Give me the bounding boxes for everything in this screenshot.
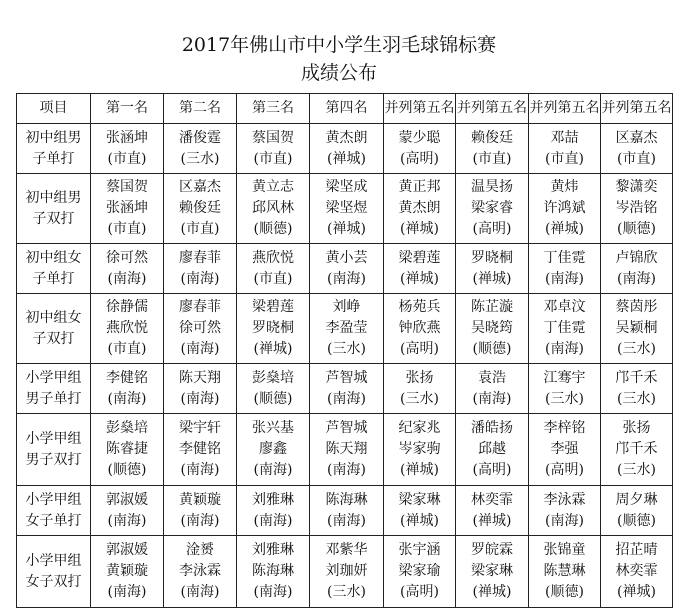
result-cell (237, 124, 310, 174)
player-name: 罗晓桐 (252, 320, 294, 336)
result-cell (237, 486, 310, 536)
player-name: 黄颖璇 (106, 563, 148, 579)
table-row (17, 174, 673, 244)
player-name: 陈海琳 (325, 491, 368, 508)
result-cell (456, 536, 529, 608)
player-name: 郭淑媛 (106, 542, 148, 558)
player-name: 燕欣悦 (106, 320, 148, 336)
player-name: 李健铭 (179, 441, 221, 457)
team-label: (禅城) (400, 221, 439, 237)
player-name: 吴晓筠 (471, 320, 513, 336)
team-label: (禅城) (617, 584, 656, 600)
player-name: 彭燊培 (106, 420, 148, 436)
player-name: 张涵坤 (106, 200, 148, 216)
team-label: (南海) (327, 390, 366, 407)
result-cell (384, 174, 456, 244)
player-name: 郭淑媛 (106, 491, 148, 508)
team-label: (南海) (107, 584, 147, 600)
player-name: 梁碧莲 (398, 249, 441, 266)
team-label: (顺德) (617, 512, 656, 529)
player-name: 徐可然 (179, 320, 221, 336)
team-label: (禅城) (400, 462, 439, 478)
team-label: (禅城) (327, 150, 366, 167)
player-name: 陈芷漩 (471, 299, 513, 315)
player-name: 张锦童 (543, 542, 586, 558)
result-cell (237, 414, 310, 486)
result-cell (310, 486, 384, 536)
header-second: 第二名 (164, 94, 237, 124)
team-label: (南海) (253, 462, 293, 478)
result-cell (91, 486, 164, 536)
table-row (17, 536, 673, 608)
result-cell (384, 124, 456, 174)
team-label: (南海) (180, 270, 220, 287)
team-label: (南海) (180, 512, 220, 529)
result-cell (529, 174, 601, 244)
player-name: 邓紫华 (325, 542, 368, 558)
player-name: 燕欣悦 (252, 249, 294, 266)
result-cell (601, 174, 673, 244)
result-cell (601, 124, 673, 174)
event-name-line: 子双打 (32, 210, 75, 227)
team-label: (南海) (180, 390, 220, 407)
team-label: (市直) (107, 221, 147, 237)
table-row (17, 486, 673, 536)
result-cell (91, 536, 164, 608)
result-cell (529, 414, 601, 486)
page-title: 2017年佛山市中小学生羽毛球锦标赛 (181, 34, 497, 56)
header-fourth: 第四名 (310, 94, 384, 124)
player-name: 廖鑫 (259, 441, 287, 457)
player-name: 邝千禾 (615, 441, 658, 457)
event-name-cell (17, 414, 91, 486)
event-name-line: 初中组男 (25, 189, 82, 206)
team-label: (三水) (617, 390, 656, 407)
event-name-line: 子单打 (32, 270, 75, 287)
result-cell (164, 536, 237, 608)
team-label: (南海) (472, 390, 512, 407)
page-subtitle: 成绩公布 (300, 62, 377, 84)
team-label: (南海) (545, 341, 584, 357)
player-name: 许鸿斌 (543, 200, 586, 216)
result-cell (164, 414, 237, 486)
player-name: 梁家睿 (471, 200, 513, 216)
result-cell (310, 414, 384, 486)
player-name: 梁宇轩 (179, 420, 221, 436)
team-label: (市直) (107, 150, 147, 167)
result-cell (310, 294, 384, 364)
team-label: (南海) (617, 270, 656, 287)
player-name: 黄小芸 (325, 249, 368, 266)
team-label: (禅城) (253, 341, 293, 357)
team-label: (禅城) (327, 221, 366, 237)
player-name: 彭燊培 (252, 369, 294, 386)
player-name: 陈慧琳 (543, 563, 586, 579)
result-cell (310, 536, 384, 608)
player-name: 蒙少聪 (398, 129, 441, 146)
result-cell (529, 124, 601, 174)
team-label: (南海) (327, 512, 366, 529)
result-cell (384, 244, 456, 294)
team-label: (顺德) (253, 221, 293, 237)
result-cell (456, 486, 529, 536)
result-cell (384, 414, 456, 486)
player-name: 赖俊廷 (471, 129, 513, 146)
team-label: (三水) (617, 341, 656, 357)
table-row (17, 364, 673, 414)
result-cell (601, 294, 673, 364)
player-name: 罗晓桐 (471, 249, 513, 266)
result-cell (384, 294, 456, 364)
team-label: (南海) (180, 341, 220, 357)
result-cell (529, 486, 601, 536)
player-name: 黄颖璇 (179, 491, 221, 508)
player-name: 蔡茵彤 (615, 299, 658, 315)
team-label: (顺德) (545, 584, 584, 600)
result-cell (310, 124, 384, 174)
player-name: 潘皓扬 (471, 420, 513, 436)
player-name: 赖俊廷 (179, 200, 221, 216)
team-label: (三水) (180, 150, 220, 167)
player-name: 陈海琳 (252, 563, 294, 579)
player-name: 李泳霖 (179, 563, 221, 579)
player-name: 黄炜 (550, 179, 579, 195)
result-cell (601, 536, 673, 608)
player-name: 罗皖霖 (471, 542, 513, 558)
player-name: 钟欣燕 (398, 320, 441, 336)
player-name: 区嘉杰 (179, 179, 221, 195)
player-name: 招芷晴 (615, 542, 658, 558)
team-label: (南海) (327, 270, 366, 287)
event-name-cell (17, 124, 91, 174)
player-name: 李强 (550, 441, 579, 457)
header-first: 第一名 (91, 94, 164, 124)
player-name: 廖春菲 (179, 249, 221, 266)
team-label: (南海) (545, 512, 584, 529)
result-cell (310, 244, 384, 294)
event-name-line: 女子单打 (25, 512, 82, 529)
team-label: (三水) (617, 462, 656, 478)
event-name-line: 男子双打 (25, 451, 82, 468)
player-name: 陈天翔 (325, 441, 368, 457)
player-name: 张扬 (622, 420, 651, 436)
result-cell (237, 536, 310, 608)
team-label: (市直) (180, 221, 220, 237)
team-label: (三水) (327, 341, 366, 357)
player-name: 李梓铭 (543, 420, 586, 436)
table-row (17, 294, 673, 364)
player-name: 林奕霏 (615, 563, 658, 579)
result-cell (91, 364, 164, 414)
event-name-cell (17, 536, 91, 608)
player-name: 邓卓汶 (543, 299, 586, 315)
player-name: 黄正邦 (398, 179, 441, 195)
player-name: 岑浩铭 (615, 200, 658, 216)
team-label: (三水) (327, 584, 366, 600)
player-name: 纪家兆 (398, 420, 441, 436)
player-name: 张涵坤 (106, 129, 148, 146)
player-name: 李盈莹 (325, 320, 368, 336)
team-label: (禅城) (400, 512, 439, 529)
player-name: 芦智城 (325, 420, 368, 436)
team-label: (三水) (400, 390, 439, 407)
result-cell (91, 414, 164, 486)
result-cell (164, 174, 237, 244)
event-name-line: 小学甲组 (25, 369, 82, 386)
player-name: 蔡国贺 (106, 179, 148, 195)
player-name: 陈睿捷 (106, 441, 148, 457)
player-name: 芦智城 (325, 369, 368, 386)
player-name: 陈天翔 (179, 369, 221, 386)
event-name-line: 男子单打 (25, 390, 82, 407)
result-cell (456, 414, 529, 486)
result-cell (91, 244, 164, 294)
event-name-line: 子双打 (32, 330, 75, 347)
player-name: 黄立志 (252, 179, 294, 195)
player-name: 张宇涵 (398, 542, 441, 558)
player-name: 梁家琳 (398, 491, 441, 508)
team-label: (南海) (107, 390, 147, 407)
result-cell (456, 174, 529, 244)
team-label: (高明) (400, 341, 439, 357)
result-cell (310, 174, 384, 244)
player-name: 江骞宇 (543, 369, 586, 386)
result-cell (91, 124, 164, 174)
player-name: 潘俊霆 (179, 129, 221, 146)
team-label: (高明) (472, 462, 512, 478)
result-cell (237, 364, 310, 414)
event-name-line: 小学甲组 (25, 430, 82, 447)
event-name-cell (17, 486, 91, 536)
result-cell (601, 486, 673, 536)
team-label: (顺德) (617, 221, 656, 237)
event-name-cell (17, 364, 91, 414)
player-name: 吴颖桐 (615, 320, 658, 336)
event-name-line: 初中组女 (25, 249, 82, 266)
team-label: (顺德) (253, 390, 293, 407)
team-label: (南海) (545, 270, 584, 287)
team-label: (高明) (545, 462, 584, 478)
event-name-line: 子单打 (32, 150, 75, 167)
team-label: (顺德) (472, 341, 512, 357)
result-cell (456, 294, 529, 364)
header-event: 项目 (17, 94, 91, 124)
player-name: 区嘉杰 (615, 129, 658, 146)
team-label: (禅城) (472, 270, 512, 287)
event-name-line: 小学甲组 (25, 491, 82, 508)
player-name: 邝千禾 (615, 369, 658, 386)
result-cell (601, 364, 673, 414)
result-cell (384, 364, 456, 414)
event-name-cell (17, 244, 91, 294)
result-cell (456, 244, 529, 294)
event-name-line: 初中组男 (25, 129, 82, 146)
team-label: (南海) (327, 462, 366, 478)
result-cell (601, 244, 673, 294)
team-label: (市直) (107, 341, 147, 357)
team-label: (市直) (253, 150, 293, 167)
team-label: (南海) (253, 512, 293, 529)
player-name: 温昊扬 (471, 179, 513, 195)
team-label: (高明) (472, 221, 512, 237)
result-cell (237, 294, 310, 364)
header-third: 第三名 (237, 94, 310, 124)
result-cell (310, 364, 384, 414)
result-cell (601, 414, 673, 486)
event-name-line: 小学甲组 (25, 552, 82, 569)
player-name: 杨苑兵 (398, 299, 441, 315)
player-name: 黄杰朗 (398, 200, 441, 216)
team-label: (南海) (253, 584, 293, 600)
result-cell (91, 174, 164, 244)
player-name: 廖春菲 (179, 299, 221, 315)
table-row (17, 124, 673, 174)
team-label: (南海) (180, 584, 220, 600)
result-cell (529, 364, 601, 414)
player-name: 刘雅琳 (252, 491, 294, 508)
team-label: (市直) (472, 150, 512, 167)
event-name-cell (17, 174, 91, 244)
result-cell (164, 486, 237, 536)
event-name-line: 初中组女 (25, 309, 82, 326)
team-label: (三水) (545, 390, 584, 407)
header-fifth-2: 并列第五名 (456, 94, 529, 124)
team-label: (市直) (253, 270, 293, 287)
result-cell (237, 244, 310, 294)
player-name: 李健铭 (106, 369, 148, 386)
player-name: 林奕霏 (471, 491, 513, 508)
player-name: 黄杰朗 (325, 129, 368, 146)
player-name: 徐静儒 (106, 299, 148, 315)
player-name: 邱风林 (252, 200, 294, 216)
team-label: (顺德) (107, 462, 147, 478)
result-cell (164, 364, 237, 414)
player-name: 邓喆 (550, 129, 579, 146)
team-label: (南海) (107, 512, 147, 529)
team-label: (南海) (107, 270, 147, 287)
player-name: 梁家琳 (471, 563, 513, 579)
player-name: 淦赟 (186, 542, 214, 558)
player-name: 黎潇奕 (615, 179, 658, 195)
player-name: 卢锦欣 (615, 249, 658, 266)
player-name: 刘峥 (332, 299, 361, 315)
result-cell (529, 294, 601, 364)
player-name: 刘珈妍 (325, 563, 368, 579)
table-row (17, 244, 673, 294)
event-name-cell (17, 294, 91, 364)
header-fifth-3: 并列第五名 (529, 94, 601, 124)
player-name: 邱越 (478, 441, 506, 457)
player-name: 张扬 (405, 369, 434, 386)
result-cell (164, 294, 237, 364)
result-cell (384, 536, 456, 608)
player-name: 周夕琳 (615, 491, 658, 508)
table-header-row (17, 94, 673, 124)
player-name: 梁家瑜 (398, 563, 441, 579)
player-name: 梁坚煜 (325, 200, 368, 216)
team-label: (市直) (545, 150, 584, 167)
player-name: 袁浩 (478, 369, 506, 386)
header-fifth-1: 并列第五名 (384, 94, 456, 124)
result-cell (164, 124, 237, 174)
player-name: 徐可然 (106, 249, 148, 266)
team-label: (高明) (400, 584, 439, 600)
result-cell (384, 486, 456, 536)
player-name: 梁碧莲 (252, 299, 294, 315)
team-label: (市直) (617, 150, 656, 167)
team-label: (高明) (400, 150, 439, 167)
player-name: 蔡国贺 (252, 129, 294, 146)
result-cell (91, 294, 164, 364)
event-name-line: 女子双打 (25, 573, 82, 590)
team-label: (禅城) (472, 584, 512, 600)
result-cell (164, 244, 237, 294)
team-label: (禅城) (400, 270, 439, 287)
results-table-body (17, 94, 673, 608)
team-label: (南海) (180, 462, 220, 478)
result-cell (456, 364, 529, 414)
team-label: (禅城) (472, 512, 512, 529)
player-name: 丁佳霓 (543, 320, 586, 336)
result-cell (456, 124, 529, 174)
player-name: 丁佳霓 (543, 249, 586, 266)
player-name: 刘雅琳 (252, 542, 294, 558)
header-fifth-4: 并列第五名 (601, 94, 673, 124)
results-table (16, 93, 673, 608)
result-cell (237, 174, 310, 244)
player-name: 李泳霖 (543, 491, 586, 508)
player-name: 梁坚成 (325, 179, 368, 195)
table-row (17, 414, 673, 486)
result-cell (529, 244, 601, 294)
result-cell (529, 536, 601, 608)
player-name: 张兴基 (252, 420, 294, 436)
team-label: (禅城) (545, 221, 584, 237)
player-name: 岑家驹 (398, 441, 441, 457)
